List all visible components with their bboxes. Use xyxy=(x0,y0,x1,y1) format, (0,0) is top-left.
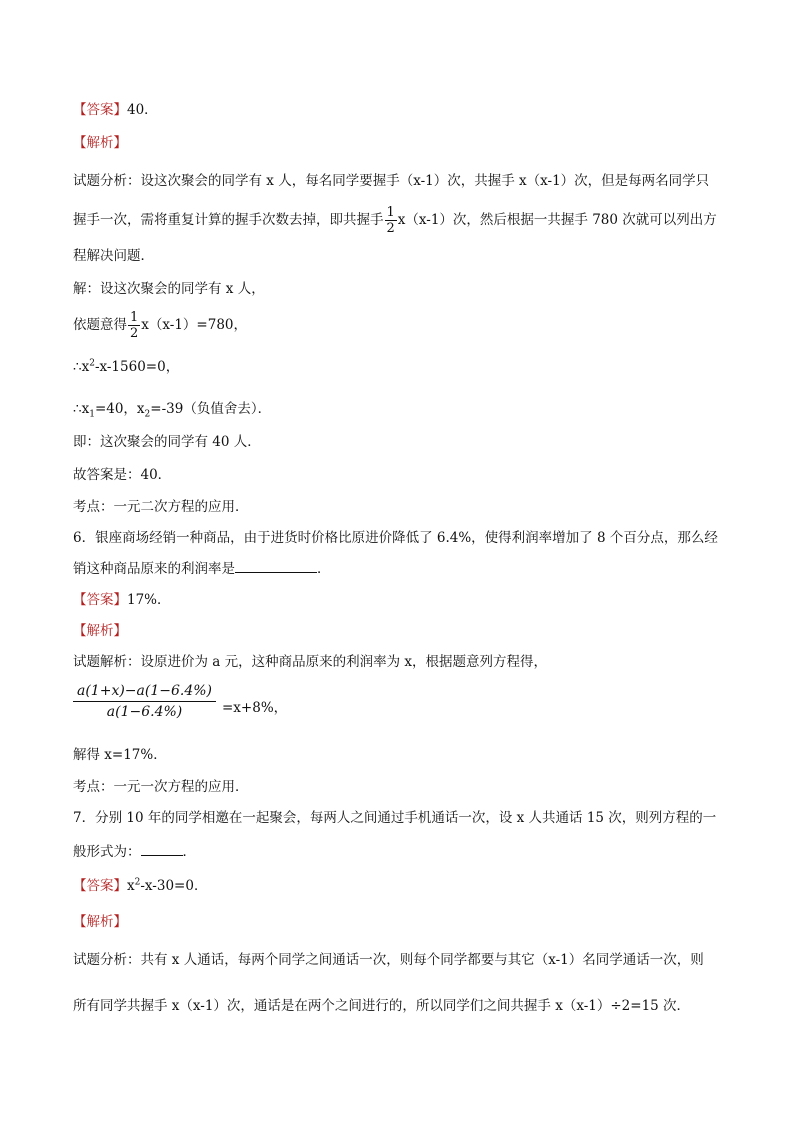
q7-analysis-line-2: 所有同学共握手 x（x-1）次，通话是在两个之间进行的，所以同学们之间共握手 x（x-1）÷2=15 次． xyxy=(73,998,691,1014)
q5-solution-line-1: 解：设这次聚会的同学有 x 人， xyxy=(73,281,265,297)
q5-analysis-line-3: 程解决问题． xyxy=(73,248,154,264)
fill-blank xyxy=(235,558,317,573)
q5-analysis-line-1: 试题分析：设这次聚会的同学有 x 人，每名同学要握手（x-1）次，共握手 x（x-1）次，但是每两名同学只 xyxy=(73,173,710,189)
answer-tag: 【答案】 xyxy=(73,878,127,894)
q7-stem-line-2: 般形式为： ． xyxy=(73,841,196,862)
q6-analysis-tag: 【解析】 xyxy=(73,623,127,639)
q7-answer-line: 【答案】$x^2-x-30=0$． xyxy=(73,877,208,894)
q5-solution-line-6: 故答案是：40． xyxy=(73,467,172,483)
q6-equation-tail: =x+8%， xyxy=(222,700,288,716)
q5-analysis-line-2: 握手一次，需将重复计算的握手次数去掉，即共握手 $\frac{1}{2}$ x（x-1）次，然后根据一共握手 780 次就可以列出方 xyxy=(73,205,717,236)
q5-solution-line-4: $\therefore x_1=40$，$x_2=-39$（负值舍去）． xyxy=(73,401,272,420)
answer-value: 17%． xyxy=(127,592,171,608)
q5-knowledge-point: 考点：一元二次方程的应用． xyxy=(73,499,249,515)
q6-stem-line-2: 销这种商品原来的利润率是 ． xyxy=(73,558,331,579)
q6-result: 解得 x=17%． xyxy=(73,747,167,763)
fraction-half: $\frac{1}{2}$ xyxy=(130,310,139,341)
answer-tag: 【答案】 xyxy=(73,102,127,118)
q5-analysis-tag: 【解析】 xyxy=(73,135,127,151)
answer-value: 40． xyxy=(127,102,158,118)
q5-answer-line xyxy=(73,100,158,120)
q6-answer-line xyxy=(73,590,171,610)
q5-solution-line-2: 依题意得 $\frac{1}{2}$ x（x-1）=780， xyxy=(73,310,248,341)
q5-solution-line-3: $\therefore x^2-x-1560=0$， xyxy=(73,358,180,375)
q5-solution-line-5: 即：这次聚会的同学有 40 人． xyxy=(73,434,261,450)
equation-denominator: a(1−6.4%) xyxy=(106,704,183,720)
equation-numerator: a(1+x)−a(1−6.4%) xyxy=(73,683,216,702)
fraction-half: $\frac{1}{2}$ xyxy=(386,205,395,236)
q6-equation-fraction xyxy=(73,683,216,720)
q6-stem-line-1: 6．银座商场经销一种商品，由于进货时价格比原进价降低了 6.4%，使得利润率增加了 8 个百分点，那么经 xyxy=(73,530,718,546)
answer-tag: 【答案】 xyxy=(73,592,127,608)
q7-analysis-tag: 【解析】 xyxy=(73,914,127,930)
q7-analysis-line-1: 试题分析：共有 x 人通话，每两个同学之间通话一次，则每个同学都要与其它（x-1）名同学通话一次，则 xyxy=(73,952,704,968)
fill-blank xyxy=(141,841,183,856)
q6-knowledge-point: 考点：一元一次方程的应用． xyxy=(73,779,249,795)
q7-stem-line-1: 7．分别 10 年的同学相邀在一起聚会，每两人之间通过手机通话一次，设 x 人共通话 15 次，则列方程的一 xyxy=(73,810,717,826)
q6-analysis-line-1: 试题解析：设原进价为 a 元，这种商品原来的利润率为 x，根据题意列方程得， xyxy=(73,654,548,670)
